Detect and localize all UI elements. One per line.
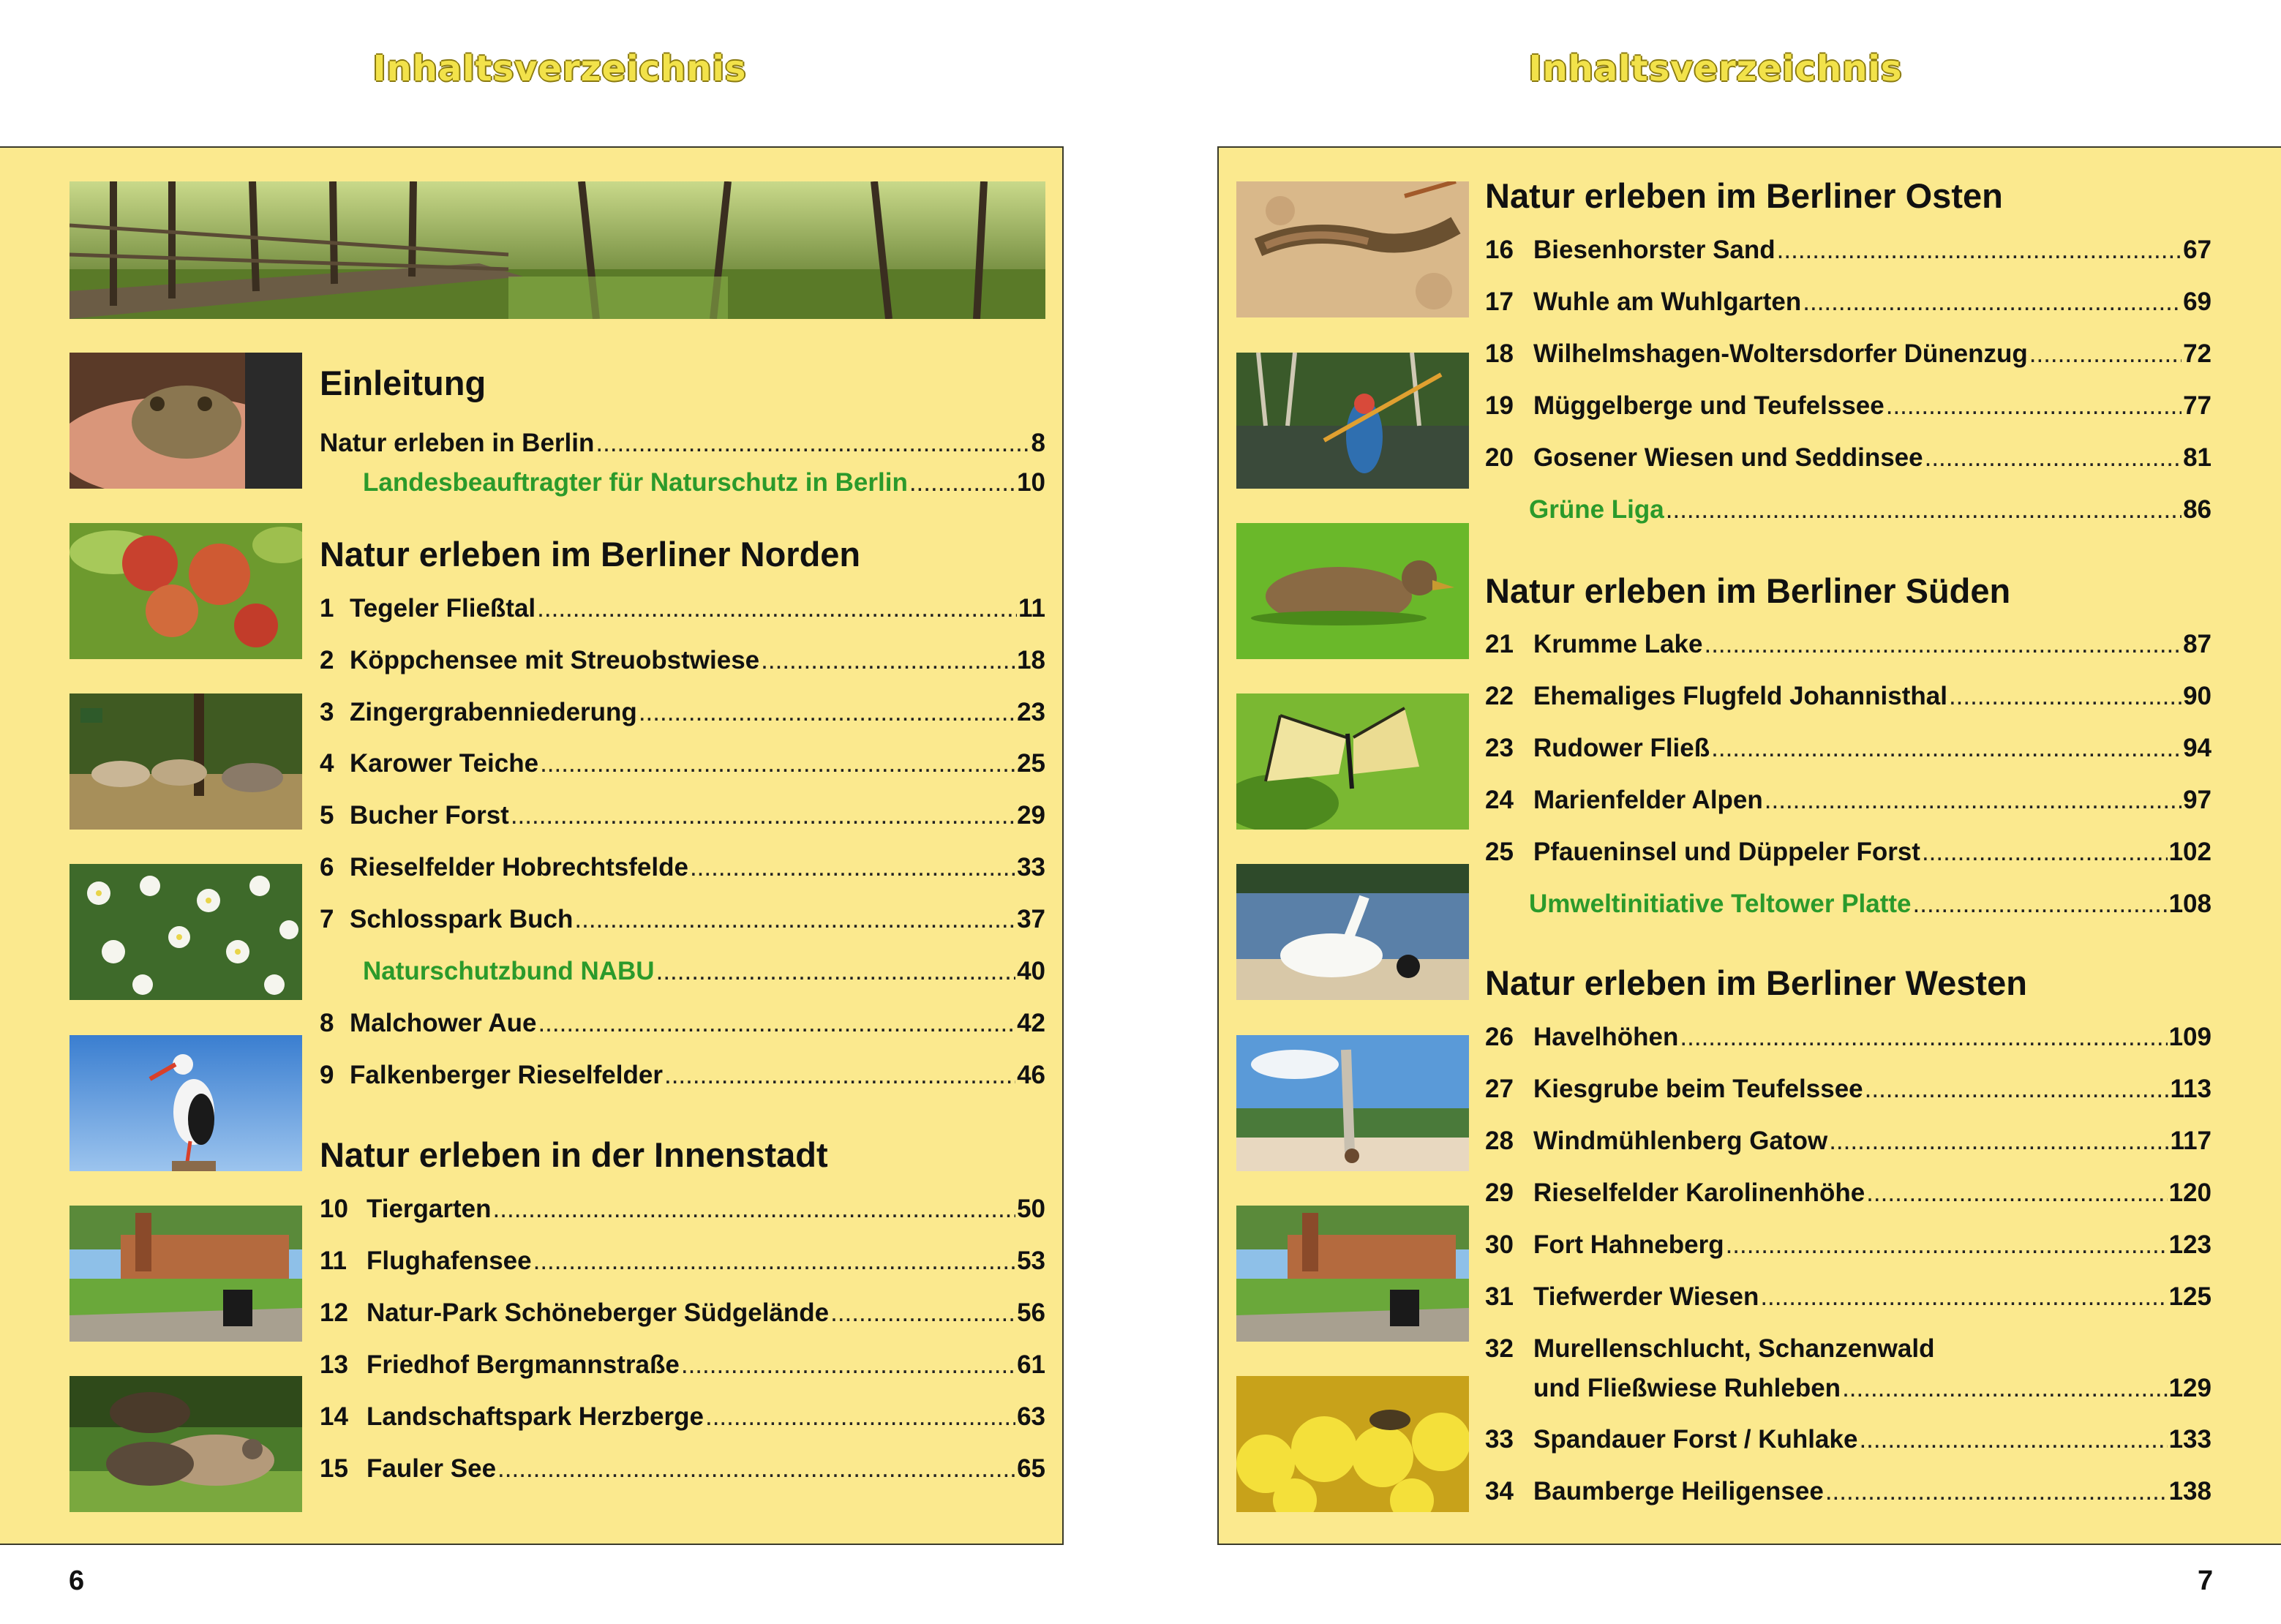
toc-entry[interactable] — [320, 853, 1045, 882]
toc-entry-label: Grüne Liga — [1529, 495, 1664, 524]
leader-dots — [1865, 1075, 2169, 1104]
toc-entry[interactable] — [1485, 682, 2212, 711]
toc-entry-page: 23 — [1017, 698, 1045, 726]
toc-entry-label: Rudower Fließ — [1533, 734, 1710, 762]
lizard-photo — [1236, 181, 1469, 317]
toc-entry-label: Gosener Wiesen und Seddinsee — [1533, 443, 1923, 472]
toc-entry-label-continued: und Fließwiese Ruhleben — [1533, 1374, 1841, 1402]
toc-entry[interactable] — [320, 429, 1045, 458]
toc-entry-page: 65 — [1017, 1454, 1045, 1483]
toc-entry-page: 50 — [1017, 1195, 1045, 1223]
toc-entry[interactable] — [320, 646, 1045, 675]
toc-entry-label: Rieselfelder Hobrechtsfelde — [350, 853, 688, 881]
leader-dots — [1886, 391, 2182, 421]
toc-entry[interactable] — [1485, 1023, 2212, 1052]
toc-entry[interactable] — [1485, 287, 2212, 317]
toc-entry-number: 6 — [320, 853, 334, 881]
toc-entry-number: 9 — [320, 1061, 334, 1089]
toc-entry-label: Pfaueninsel und Düppeler Forst — [1533, 838, 1920, 866]
toc-entry[interactable] — [1485, 630, 2212, 659]
toc-entry-number: 13 — [320, 1350, 348, 1379]
toc-entry-number: 33 — [1485, 1425, 1514, 1454]
toc-entry[interactable] — [320, 1454, 1045, 1484]
toc-entry-page: 113 — [2170, 1075, 2212, 1103]
leader-dots — [761, 646, 1015, 675]
sheep-photo — [69, 1376, 302, 1512]
toc-entry-page: 108 — [2168, 890, 2212, 918]
toc-entry-label: Falkenberger Rieselfelder — [350, 1061, 663, 1089]
page-number-left: 6 — [69, 1565, 85, 1596]
toc-entry-label: Fauler See — [367, 1454, 497, 1483]
toc-entry-number: 12 — [320, 1298, 348, 1327]
toc-entry-number: 1 — [320, 594, 334, 623]
section-heading-south: Natur erleben im Berliner Süden — [1485, 571, 2011, 610]
leader-dots — [656, 957, 1015, 986]
leader-dots — [595, 429, 1029, 458]
leader-dots — [1765, 786, 2182, 815]
toc-entry-label: Rieselfelder Karolinenhöhe — [1533, 1178, 1865, 1207]
toc-entry-page: 33 — [1017, 853, 1045, 881]
leader-dots — [533, 1247, 1015, 1276]
toc-entry-label: Ehemaliges Flugfeld Johannisthal — [1533, 682, 1947, 710]
toc-entry-number: 22 — [1485, 682, 1514, 710]
toc-entry-number: 15 — [320, 1454, 348, 1483]
toc-entry-number: 25 — [1485, 838, 1514, 866]
toc-entry[interactable] — [1485, 1127, 2212, 1156]
stork-photo — [69, 1035, 302, 1171]
toc-entry-number: 4 — [320, 749, 334, 778]
anemones-photo — [69, 864, 302, 1000]
toc-entry-page: 138 — [2168, 1477, 2212, 1505]
leader-dots — [574, 905, 1015, 934]
toc-entry-label: Spandauer Forst / Kuhlake — [1533, 1425, 1858, 1454]
page-number-right: 7 — [2198, 1565, 2214, 1596]
toc-entry[interactable] — [320, 749, 1045, 778]
toc-entry[interactable] — [1485, 236, 2212, 265]
toc-entry-label: Karower Teiche — [350, 749, 539, 778]
toc-entry-number: 20 — [1485, 443, 1514, 472]
toc-entry-number: 26 — [1485, 1023, 1514, 1051]
leader-dots — [1829, 1127, 2168, 1156]
toc-entry-label: Tiergarten — [367, 1195, 492, 1223]
toc-entry-label: Landschaftspark Herzberge — [367, 1402, 704, 1431]
toc-entry-page: 86 — [2183, 495, 2212, 524]
leader-dots — [493, 1195, 1016, 1224]
toc-entry-label: Naturschutzbund NABU — [363, 957, 655, 985]
toc-entry-number: 5 — [320, 801, 334, 830]
leader-dots — [1842, 1374, 2168, 1403]
toad-in-hand-photo — [69, 353, 302, 489]
toc-entry[interactable] — [1485, 786, 2212, 815]
toc-entry-label: Kiesgrube beim Teufelssee — [1533, 1075, 1863, 1103]
leader-dots — [2029, 339, 2182, 369]
toc-entry-number: 32 — [1485, 1334, 1514, 1363]
toc-entry-page: 133 — [2168, 1425, 2212, 1454]
toc-entry-label: Krumme Lake — [1533, 630, 1703, 658]
toc-entry-organisation[interactable] — [1529, 495, 2212, 525]
toc-entry-number: 24 — [1485, 786, 1514, 814]
toc-entry[interactable] — [1485, 1230, 2212, 1260]
leader-dots — [1825, 1477, 2168, 1506]
leader-dots — [639, 698, 1015, 727]
duck-photo — [1236, 523, 1469, 659]
leader-dots — [1925, 443, 2182, 473]
leader-dots — [1666, 495, 2182, 525]
toc-entry-label: Natur-Park Schöneberger Südgelände — [367, 1298, 830, 1327]
toc-entry-first-line[interactable] — [1485, 1334, 1934, 1364]
toc-entry[interactable] — [320, 1009, 1045, 1038]
section-heading-intro: Einleitung — [320, 364, 486, 402]
toc-entry[interactable] — [1485, 1282, 2212, 1312]
leader-dots — [537, 594, 1017, 623]
toc-entry-number: 16 — [1485, 236, 1514, 264]
leader-dots — [1704, 630, 2182, 659]
toc-entry-number: 29 — [1485, 1178, 1514, 1207]
toc-entry-label: Biesenhorster Sand — [1533, 236, 1775, 264]
toc-entry-number: 3 — [320, 698, 334, 726]
toc-entry[interactable] — [320, 698, 1045, 727]
toc-entry[interactable] — [1485, 1178, 2212, 1208]
toc-entry-page: 129 — [2168, 1374, 2212, 1402]
toc-entry-number: 2 — [320, 646, 334, 674]
section-heading-west: Natur erleben im Berliner Westen — [1485, 963, 2027, 1002]
toc-entry-label: Marienfelder Alpen — [1533, 786, 1763, 814]
toc-entry-label: Köppchensee mit Streuobstwiese — [350, 646, 760, 674]
leader-dots — [909, 468, 1015, 497]
toc-entry-number: 19 — [1485, 391, 1514, 420]
toc-entry[interactable] — [320, 1061, 1045, 1090]
toc-entry-page: 120 — [2168, 1178, 2212, 1207]
toc-entry-page: 81 — [2183, 443, 2212, 472]
toc-entry-number: 14 — [320, 1402, 348, 1431]
toc-entry-label: Landesbeauftragter für Naturschutz in Berlin — [363, 468, 908, 497]
toc-entry-number: 11 — [320, 1247, 347, 1275]
leader-dots — [664, 1061, 1015, 1090]
toc-entry[interactable] — [1485, 1425, 2212, 1454]
toc-entry-page: 8 — [1031, 429, 1045, 457]
toc-entry-label: Wilhelmshagen-Woltersdorfer Dünenzug — [1533, 339, 2028, 368]
park-tower-photo — [1236, 1206, 1469, 1342]
toc-entry-number: 21 — [1485, 630, 1514, 658]
toc-entry[interactable] — [1485, 443, 2212, 473]
toc-entry-label: Zingergrabenniederung — [350, 698, 637, 726]
toc-entry[interactable] — [320, 1402, 1045, 1432]
toc-entry-label: Wuhle am Wuhlgarten — [1533, 287, 1802, 316]
horses-photo — [69, 693, 302, 830]
leader-dots — [690, 853, 1015, 882]
toc-entry-label: Havelhöhen — [1533, 1023, 1679, 1051]
toc-entry-page: 69 — [2183, 287, 2212, 316]
butterfly-photo — [1236, 693, 1469, 830]
toc-entry-page: 42 — [1017, 1009, 1045, 1037]
toc-entry-organisation[interactable] — [363, 957, 1045, 986]
kayak-photo — [1236, 353, 1469, 489]
toc-entry-page: 25 — [1017, 749, 1045, 778]
forest-boardwalk-photo — [69, 181, 1045, 319]
leader-dots — [540, 749, 1015, 778]
toc-entry-label: Bucher Forst — [350, 801, 509, 830]
toc-entry[interactable] — [320, 1247, 1045, 1276]
toc-entry-number: 34 — [1485, 1477, 1514, 1505]
toc-entry-page: 67 — [2183, 236, 2212, 264]
toc-entry-label: Malchower Aue — [350, 1009, 537, 1037]
toc-entry-number: 7 — [320, 905, 334, 933]
leader-dots — [830, 1298, 1015, 1328]
toc-entry-page: 18 — [1017, 646, 1045, 674]
toc-entry[interactable] — [1485, 339, 2212, 369]
leader-dots — [511, 801, 1015, 830]
toc-entry-page: 117 — [2170, 1127, 2212, 1155]
page-title-right: Inhaltsverzeichnis — [1528, 48, 1903, 89]
toc-entry-page: 56 — [1017, 1298, 1045, 1327]
handstand-photo — [1236, 1035, 1469, 1171]
toc-entry-page: 37 — [1017, 905, 1045, 933]
toc-entry-number: 18 — [1485, 339, 1514, 368]
leader-dots — [705, 1402, 1015, 1432]
toc-entry-number: 23 — [1485, 734, 1514, 762]
toc-entry-page: 90 — [2183, 682, 2212, 710]
toc-entry-page: 46 — [1017, 1061, 1045, 1089]
toc-entry-page: 53 — [1017, 1247, 1045, 1275]
toc-entry-label: Tiefwerder Wiesen — [1533, 1282, 1759, 1311]
toc-entry-label: Natur erleben in Berlin — [320, 429, 595, 457]
section-heading-east: Natur erleben im Berliner Osten — [1485, 176, 2003, 215]
leader-dots — [1866, 1178, 2167, 1208]
toc-entry-label: Baumberge Heiligensee — [1533, 1477, 1824, 1505]
toc-entry-second-line[interactable] — [1533, 1374, 2212, 1403]
toc-entry[interactable] — [320, 594, 1045, 623]
toc-entry-label: Fort Hahneberg — [1533, 1230, 1724, 1259]
toc-entry-page: 123 — [2168, 1230, 2212, 1259]
leader-dots — [1913, 890, 2168, 919]
toc-entry-page: 125 — [2168, 1282, 2212, 1311]
toc-entry-label: Müggelberge und Teufelssee — [1533, 391, 1884, 420]
toc-entry[interactable] — [1485, 1477, 2212, 1506]
toc-entry-label: Friedhof Bergmannstraße — [367, 1350, 680, 1379]
leader-dots — [1949, 682, 2182, 711]
toc-entry[interactable] — [320, 1350, 1045, 1380]
toc-entry-number: 28 — [1485, 1127, 1514, 1155]
toc-entry-page: 11 — [1018, 594, 1045, 623]
toc-entry[interactable] — [1485, 391, 2212, 421]
toc-entry[interactable] — [1485, 734, 2212, 763]
toc-entry-label: Schlosspark Buch — [350, 905, 574, 933]
leader-dots — [1803, 287, 2182, 317]
toc-entry-label: Flughafensee — [367, 1247, 532, 1275]
section-heading-north: Natur erleben im Berliner Norden — [320, 535, 861, 574]
leader-dots — [1711, 734, 2182, 763]
section-heading-center: Natur erleben in der Innenstadt — [320, 1135, 828, 1174]
toc-entry-number: 30 — [1485, 1230, 1514, 1259]
toc-entry-page: 77 — [2183, 391, 2212, 420]
toc-entry[interactable] — [1485, 1075, 2212, 1104]
toc-entry-page: 40 — [1017, 957, 1045, 985]
toc-entry-number: 27 — [1485, 1075, 1514, 1103]
leader-dots — [538, 1009, 1015, 1038]
toc-entry[interactable] — [320, 1195, 1045, 1224]
leader-dots — [1777, 236, 2182, 265]
apples-photo — [69, 523, 302, 659]
leader-dots — [1680, 1023, 2167, 1052]
park-tower-photo — [69, 1206, 302, 1342]
toc-entry-page: 87 — [2183, 630, 2212, 658]
toc-entry-page: 102 — [2168, 838, 2212, 866]
toc-entry-page: 63 — [1017, 1402, 1045, 1431]
swan-photo — [1236, 864, 1469, 1000]
toc-entry-page: 109 — [2168, 1023, 2212, 1051]
toc-entry-label: Windmühlenberg Gatow — [1533, 1127, 1828, 1155]
leader-dots — [1859, 1425, 2167, 1454]
toc-entry-number: 8 — [320, 1009, 334, 1037]
toc-entry[interactable] — [320, 801, 1045, 830]
toc-entry-organisation[interactable] — [363, 468, 1045, 497]
toc-entry-organisation[interactable] — [1529, 890, 2212, 919]
toc-entry-number: 10 — [320, 1195, 348, 1223]
leader-dots — [1760, 1282, 2167, 1312]
page-title-left: Inhaltsverzeichnis — [372, 48, 747, 89]
toc-entry[interactable] — [320, 1298, 1045, 1328]
toc-entry-number: 17 — [1485, 287, 1514, 316]
toc-entry-label: Tegeler Fließtal — [350, 594, 536, 623]
toc-entry-page: 97 — [2183, 786, 2212, 814]
leader-dots — [1726, 1230, 2168, 1260]
leader-dots — [497, 1454, 1015, 1484]
toc-entry-page: 72 — [2183, 339, 2212, 368]
toc-entry-page: 10 — [1017, 468, 1045, 497]
toc-entry-page: 29 — [1017, 801, 1045, 830]
leader-dots — [1922, 838, 2168, 867]
yellow-flower-bee-photo — [1236, 1376, 1469, 1512]
toc-entry-label: Murellenschlucht, Schanzenwald — [1533, 1334, 1935, 1363]
leader-dots — [681, 1350, 1015, 1380]
toc-entry[interactable] — [1485, 838, 2212, 867]
toc-entry-label: Umweltinitiative Teltower Platte — [1529, 890, 1912, 918]
toc-entry-number: 31 — [1485, 1282, 1514, 1311]
toc-entry[interactable] — [320, 905, 1045, 934]
toc-entry-page: 61 — [1017, 1350, 1045, 1379]
toc-entry-page: 94 — [2183, 734, 2212, 762]
